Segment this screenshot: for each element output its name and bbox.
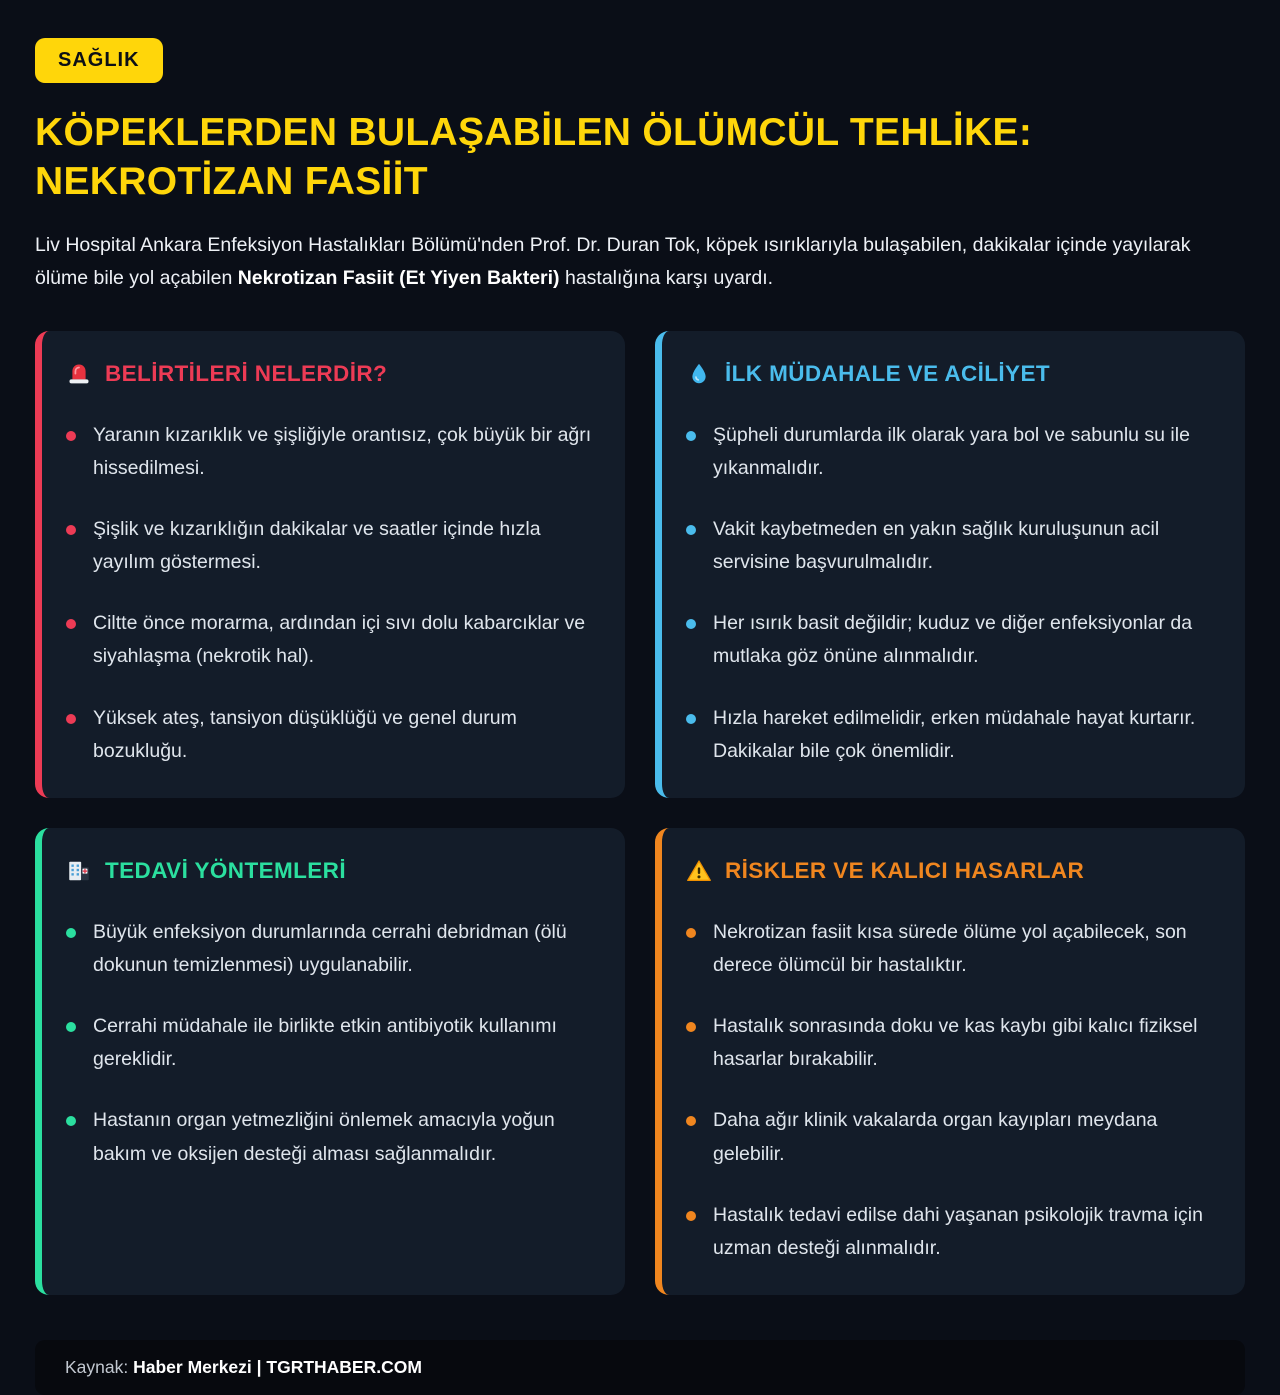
list-item-text: Cerrahi müdahale ile birlikte etkin antibiyotik kullanımı gereklidir. bbox=[93, 1015, 557, 1071]
page-title-line2: NEKROTİZAN FASİİT bbox=[35, 159, 428, 203]
bullet-dot bbox=[686, 431, 696, 441]
card-treatment-list bbox=[66, 916, 597, 1171]
bullet-dot bbox=[686, 1022, 696, 1032]
list-item-text: Nekrotizan fasiit kısa sürede ölüme yol açabilecek, son derece ölümcül bir hastalıktır. bbox=[713, 920, 1187, 977]
card-treatment-header bbox=[66, 858, 597, 884]
card-first-response-list bbox=[686, 419, 1217, 768]
card-risks-list bbox=[686, 916, 1217, 1265]
list-item bbox=[686, 1199, 1217, 1265]
list-item bbox=[66, 702, 597, 768]
intro-text-before: Liv Hospital Ankara Enfeksiyon Hastalıkları Bölümü'nden Prof. Dr. Duran Tok, köpek ısırıklarıyla bulaşabilen, dakikalar içinde yayılarak ölüme bile yol açabilen bbox=[35, 233, 1191, 289]
bullet-dot bbox=[686, 714, 696, 724]
card-treatment bbox=[35, 828, 625, 1295]
card-symptoms bbox=[35, 331, 625, 798]
list-item bbox=[66, 513, 597, 579]
list-item bbox=[686, 1010, 1217, 1076]
bullet-dot bbox=[66, 1022, 76, 1032]
list-item-text: Hastalık sonrasında doku ve kas kaybı gibi kalıcı fiziksel hasarlar bırakabilir. bbox=[713, 1015, 1198, 1071]
category-badge: SAĞLIK bbox=[35, 38, 163, 83]
source-label: Kaynak: bbox=[65, 1357, 129, 1378]
list-item bbox=[686, 513, 1217, 579]
list-item bbox=[66, 419, 597, 485]
list-item bbox=[66, 1010, 597, 1076]
card-symptoms-header bbox=[66, 361, 597, 387]
bullet-dot bbox=[686, 928, 696, 938]
intro-text-bold: Nekrotizan Fasiit (Et Yiyen Bakteri) bbox=[237, 266, 560, 289]
bullet-dot bbox=[686, 619, 696, 629]
card-first-response-title: İLK MÜDAHALE VE ACİLİYET bbox=[725, 360, 1051, 386]
list-item bbox=[686, 419, 1217, 485]
list-item bbox=[686, 1104, 1217, 1170]
list-item-text: Daha ağır klinik vakalarda organ kayıpları meydana gelebilir. bbox=[713, 1109, 1158, 1165]
bullet-dot bbox=[66, 1116, 76, 1126]
list-item-text: Yüksek ateş, tansiyon düşüklüğü ve genel durum bozukluğu. bbox=[93, 706, 517, 762]
list-item-text: Büyük enfeksiyon durumlarında cerrahi debridman (ölü dokunun temizlenmesi) uygulanabilir. bbox=[93, 920, 567, 977]
list-item bbox=[686, 607, 1217, 673]
card-risks-title: RİSKLER VE KALICI HASARLAR bbox=[725, 857, 1085, 883]
list-item-text: Şüpheli durumlarda ilk olarak yara bol ve sabunlu su ile yıkanmalıdır. bbox=[713, 423, 1190, 479]
intro-text-after: hastalığına karşı uyardı. bbox=[559, 266, 774, 289]
bullet-dot bbox=[686, 1211, 696, 1221]
list-item bbox=[66, 607, 597, 673]
list-item-text: Hastanın organ yetmezliğini önlemek amacıyla yoğun bakım ve oksijen desteği alması sağlanmalıdır. bbox=[93, 1109, 555, 1165]
hospital-icon bbox=[66, 858, 92, 884]
list-item-text: Vakit kaybetmeden en yakın sağlık kuruluşunun acil servisine başvurulmalıdır. bbox=[713, 518, 1160, 574]
list-item-text: Hastalık tedavi edilse dahi yaşanan psikolojik travma için uzman desteği alınmalıdır. bbox=[713, 1203, 1203, 1259]
list-item bbox=[66, 916, 597, 982]
droplet-icon bbox=[686, 361, 712, 387]
cards-grid bbox=[35, 331, 1245, 1295]
card-symptoms-title: BELİRTİLERİ NELERDİR? bbox=[105, 360, 388, 386]
bullet-dot bbox=[66, 525, 76, 535]
card-first-response bbox=[655, 331, 1245, 798]
bullet-dot bbox=[66, 431, 76, 441]
list-item-text: Ciltte önce morarma, ardından içi sıvı dolu kabarcıklar ve siyahlaşma (nekrotik hal). bbox=[93, 612, 586, 668]
card-risks bbox=[655, 828, 1245, 1295]
bullet-dot bbox=[686, 525, 696, 535]
source-value: Haber Merkezi | TGRTHABER.COM bbox=[133, 1357, 422, 1378]
source-bar bbox=[35, 1340, 1245, 1395]
intro-paragraph bbox=[35, 229, 1225, 295]
siren-icon bbox=[66, 361, 92, 387]
list-item bbox=[686, 916, 1217, 982]
list-item-text: Yaranın kızarıklık ve şişliğiyle orantısız, çok büyük bir ağrı hissedilmesi. bbox=[93, 423, 592, 479]
card-symptoms-list bbox=[66, 419, 597, 768]
card-risks-header bbox=[686, 858, 1217, 884]
bullet-dot bbox=[66, 619, 76, 629]
list-item-text: Her ısırık basit değildir; kuduz ve diğer enfeksiyonlar da mutlaka göz önüne alınmalıdır. bbox=[713, 612, 1193, 668]
list-item bbox=[686, 702, 1217, 768]
warning-icon bbox=[686, 858, 712, 884]
card-first-response-header bbox=[686, 361, 1217, 387]
list-item bbox=[66, 1104, 597, 1170]
card-treatment-title: TEDAVİ YÖNTEMLERİ bbox=[105, 857, 346, 883]
page-title-line1: KÖPEKLERDEN BULAŞABİLEN ÖLÜMCÜL TEHLİKE: bbox=[35, 111, 1033, 154]
bullet-dot bbox=[66, 714, 76, 724]
list-item-text: Hızla hareket edilmelidir, erken müdahale hayat kurtarır. Dakikalar bile çok önemlidir. bbox=[713, 706, 1196, 762]
page-title bbox=[35, 109, 1245, 207]
bullet-dot bbox=[66, 928, 76, 938]
list-item-text: Şişlik ve kızarıklığın dakikalar ve saatler içinde hızla yayılım göstermesi. bbox=[93, 518, 541, 574]
bullet-dot bbox=[686, 1116, 696, 1126]
